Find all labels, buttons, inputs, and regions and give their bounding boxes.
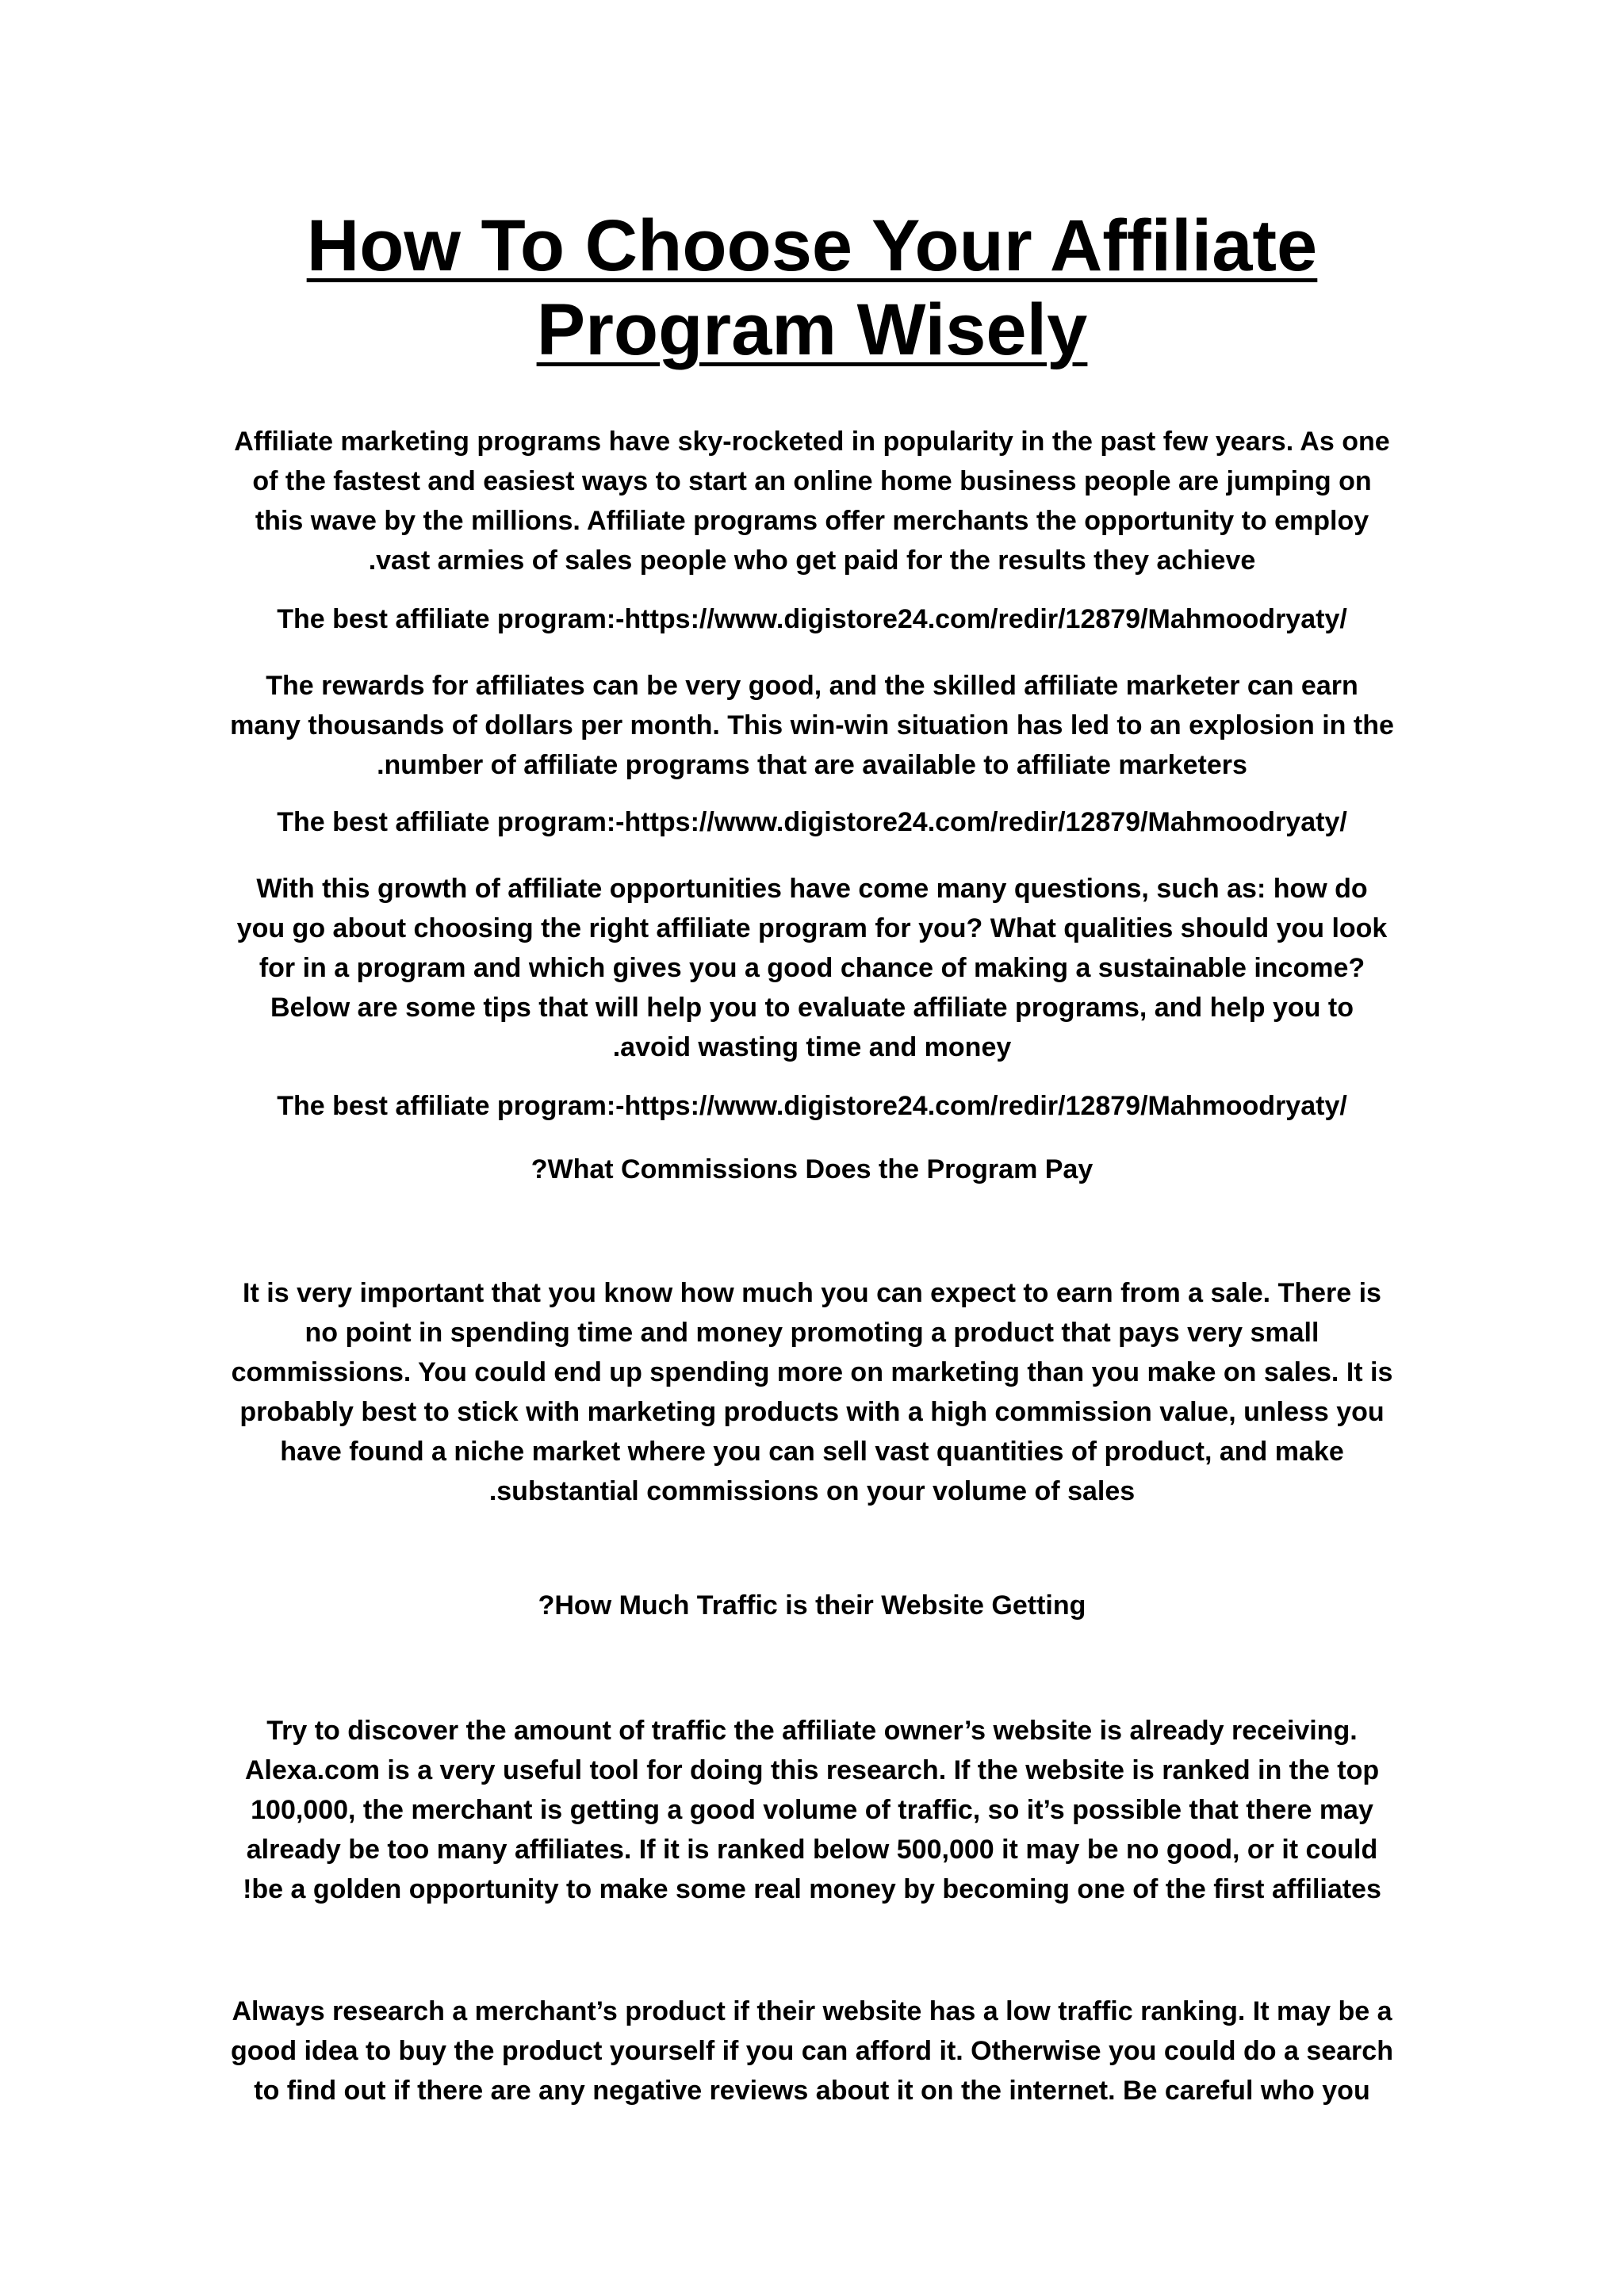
text-line: this wave by the millions. Affiliate programs offer merchants the opportunity to employ — [255, 506, 1369, 536]
text-line: The best affiliate program:-https://www.digistore24.com/redir/12879/Mahmoodryaty/ — [277, 807, 1347, 837]
text-line: .avoid wasting time and money — [612, 1032, 1012, 1062]
text-line: have found a niche market where you can sell vast quantities of product, and make — [280, 1437, 1344, 1467]
commissions-heading — [178, 1150, 1446, 1189]
rewards-paragraph — [178, 666, 1446, 785]
affiliate-link-2 — [178, 802, 1446, 842]
text-line: ?How Much Traffic is their Website Getting — [538, 1590, 1086, 1621]
text-line: for in a program and which gives you a good chance of making a sustainable income? — [259, 953, 1365, 983]
text-line: probably best to stick with marketing products with a high commission value, unless you — [239, 1397, 1385, 1427]
text-line: many thousands of dollars per month. This win-win situation has led to an explosion in the — [230, 710, 1394, 740]
text-line: It is very important that you know how much you can expect to earn from a sale. There is — [243, 1278, 1381, 1308]
text-line: .number of affiliate programs that are available to affiliate marketers — [377, 750, 1247, 780]
affiliate-link-3 — [178, 1086, 1446, 1126]
text-line: good idea to buy the product yourself if you can afford it. Otherwise you could do a search — [231, 2036, 1393, 2066]
text-line: .vast armies of sales people who get paid for the results they achieve — [368, 545, 1256, 576]
text-line: Below are some tips that will help you to evaluate affiliate programs, and help you to — [270, 993, 1354, 1023]
text-line: no point in spending time and money promoting a product that pays very small — [304, 1318, 1320, 1348]
document-title — [178, 205, 1446, 373]
text-line: Alexa.com is a very useful tool for doing this research. If the website is ranked in the top — [244, 1755, 1380, 1785]
text-line: Try to discover the amount of traffic the affiliate owner’s website is already receiving. — [266, 1716, 1358, 1746]
traffic-paragraph — [178, 1711, 1446, 1909]
intro-paragraph — [178, 422, 1446, 580]
commissions-paragraph — [178, 1273, 1446, 1511]
text-line: The rewards for affiliates can be very good, and the skilled affiliate marketer can earn — [266, 671, 1358, 701]
traffic-heading — [178, 1586, 1446, 1625]
text-line: ?What Commissions Does the Program Pay — [530, 1154, 1094, 1184]
text-line: !be a golden opportunity to make some real money by becoming one of the first affiliates — [243, 1874, 1381, 1904]
title-line-2: Program Wisely — [536, 289, 1088, 370]
text-line: The best affiliate program:-https://www.digistore24.com/redir/12879/Mahmoodryaty/ — [277, 1091, 1347, 1121]
text-line: of the fastest and easiest ways to start an online home business people are jumping on — [252, 466, 1372, 496]
text-line: Affiliate marketing programs have sky-rocketed in popularity in the past few years. As one — [234, 427, 1390, 457]
affiliate-link-1 — [178, 599, 1446, 639]
text-line: 100,000, the merchant is getting a good volume of traffic, so it’s possible that there may — [251, 1795, 1373, 1825]
title-line-1: How To Choose Your Affiliate — [306, 205, 1318, 286]
text-line: commissions. You could end up spending more on marketing than you make on sales. It is — [231, 1357, 1393, 1387]
text-line: The best affiliate program:-https://www.digistore24.com/redir/12879/Mahmoodryaty/ — [277, 604, 1347, 634]
text-line: With this growth of affiliate opportunities have come many questions, such as: how do — [256, 874, 1368, 904]
research-paragraph — [178, 1992, 1446, 2110]
text-line: .substantial commissions on your volume of sales — [488, 1476, 1136, 1506]
text-line: Always research a merchant’s product if their website has a low traffic ranking. It may be a — [232, 1996, 1392, 2026]
text-line: already be too many affiliates. If it is ranked below 500,000 it may be no good, or it could — [246, 1835, 1378, 1865]
text-line: to find out if there are any negative reviews about it on the internet. Be careful who you — [254, 2076, 1370, 2106]
text-line: you go about choosing the right affiliate program for you? What qualities should you look — [236, 913, 1388, 943]
growth-paragraph — [178, 869, 1446, 1067]
